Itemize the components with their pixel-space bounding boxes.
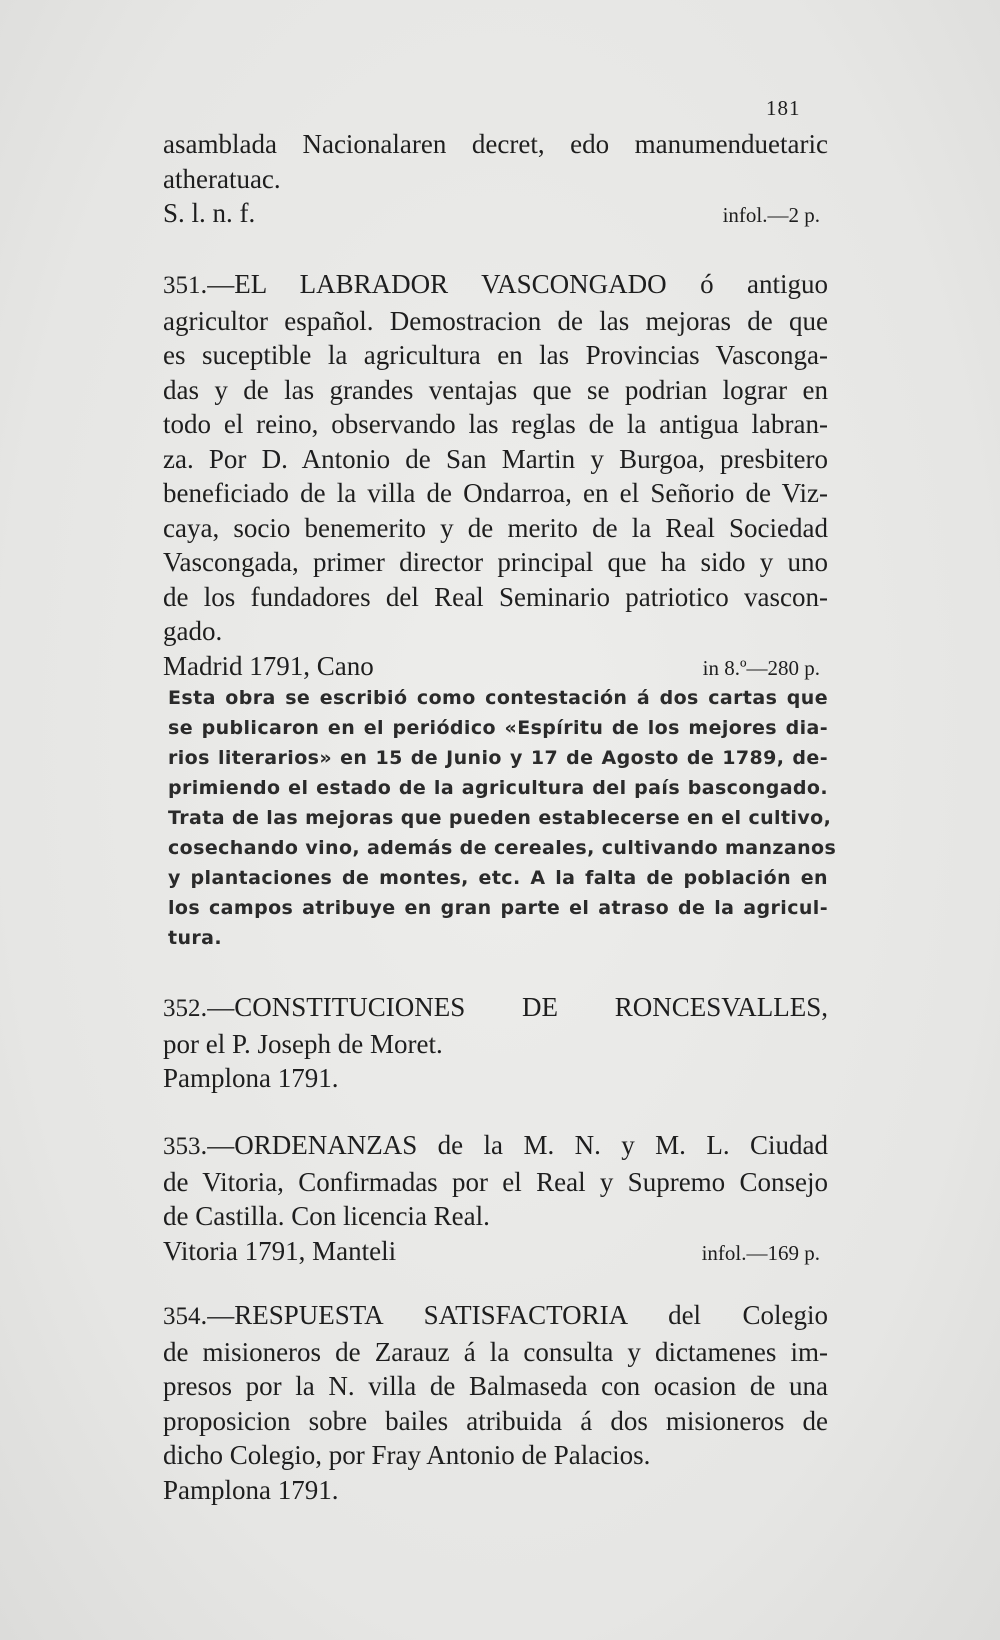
- entry-title: .—EL LABRADOR VASCONGADO ó antiguo: [200, 269, 828, 299]
- imprint-line: [163, 1234, 828, 1271]
- entry-line: presos por la N. villa de Balmaseda con ocasion de una: [163, 1371, 828, 1401]
- entry-title: .—RESPUESTA SATISFACTORIA del Colegio: [200, 1300, 828, 1330]
- prev-entry: [163, 127, 828, 233]
- entry-351-note: [168, 683, 837, 953]
- imprint-place: Pamplona 1791.: [163, 1474, 339, 1505]
- entry-line: atheratuac.: [163, 163, 281, 194]
- imprint-format: infol.—169 p.: [701, 1240, 820, 1265]
- page-number: 181: [766, 96, 801, 120]
- entry-heading: [163, 267, 828, 304]
- entry-353: [163, 1128, 828, 1270]
- imprint-line: [163, 196, 828, 233]
- note-line: Trata de las mejoras que pueden establecerse en el cultivo,: [168, 807, 832, 829]
- entry-heading: [163, 990, 828, 1027]
- entry-354: [163, 1298, 828, 1507]
- entry-352: [163, 990, 828, 1096]
- imprint-line: [163, 649, 828, 686]
- note-line: primiendo el estado de la agricultura del país bascongado.: [168, 777, 828, 799]
- note-line: Esta obra se escribió como contestación á dos cartas que: [168, 687, 828, 709]
- entry-line: beneficiado de la villa de Ondarroa, en el Señorio de Viz-: [163, 478, 828, 508]
- entry-number: 354: [163, 1303, 201, 1330]
- entry-line: de Vitoria, Confirmadas por el Real y Supremo Consejo: [163, 1166, 828, 1197]
- imprint-format: infol.—2 p.: [722, 203, 820, 227]
- entry-line: de los fundadores del Real Seminario patriotico vascon-: [163, 581, 828, 612]
- entry-heading: [163, 1128, 828, 1165]
- imprint-format: in 8.º—280 p.: [702, 655, 820, 680]
- entry-line: agricultor español. Demostracion de las mejoras de que: [163, 305, 828, 336]
- entry-number: 352: [163, 995, 201, 1022]
- entry-line: dicho Colegio, por Fray Antonio de Palacios.: [163, 1440, 651, 1470]
- entry-line: za. Por D. Antonio de San Martin y Burgoa, presbitero: [163, 443, 828, 474]
- imprint-place: Pamplona 1791.: [163, 1063, 339, 1093]
- entry-line: por el P. Joseph de Moret.: [163, 1028, 443, 1059]
- entry-line: de Castilla. Con licencia Real.: [163, 1201, 490, 1231]
- entry-line: Vascongada, primer director principal que ha sido y uno: [163, 547, 828, 577]
- note-line: tura.: [168, 927, 223, 949]
- entry-title: .—CONSTITUCIONES DE RONCESVALLES,: [200, 992, 828, 1022]
- entry-line: asamblada Nacionalaren decret, edo manumenduetaric: [163, 129, 828, 159]
- entry-number: 353: [163, 1133, 201, 1160]
- imprint-place: S. l. n. f.: [163, 198, 256, 228]
- entry-line: es suceptible la agricultura en las Provincias Vasconga-: [163, 340, 828, 370]
- note-line: rios literarios» en 15 de Junio y 17 de Agosto de 1789, de-: [168, 747, 828, 769]
- entry-line: gado.: [163, 616, 223, 646]
- note-line: cosechando vino, además de cereales, cultivando manzanos: [168, 837, 837, 859]
- entry-line: todo el reino, observando las reglas de la antigua labran-: [163, 409, 828, 439]
- entry-351: [163, 267, 828, 685]
- imprint-place: Vitoria 1791, Manteli: [163, 1235, 397, 1266]
- entry-line: caya, socio benemerito y de merito de la Real Sociedad: [163, 512, 828, 543]
- note-line: los campos atribuye en gran parte el atraso de la agricul-: [168, 897, 828, 919]
- imprint-place: Madrid 1791, Cano: [163, 650, 374, 681]
- entry-number: 351: [163, 272, 201, 299]
- entry-line: proposicion sobre bailes atribuida á dos misioneros de: [163, 1405, 828, 1436]
- entry-title: .—ORDENANZAS de la M. N. y M. L. Ciudad: [200, 1130, 828, 1160]
- note-line: y plantaciones de montes, etc. A la falta de población en: [168, 867, 828, 889]
- entry-line: de misioneros de Zarauz á la consulta y dictamenes im-: [163, 1336, 828, 1367]
- note-line: se publicaron en el periódico «Espíritu de los mejores dia-: [168, 717, 828, 739]
- entry-heading: [163, 1298, 828, 1335]
- entry-line: das y de las grandes ventajas que se podrian lograr en: [163, 374, 828, 405]
